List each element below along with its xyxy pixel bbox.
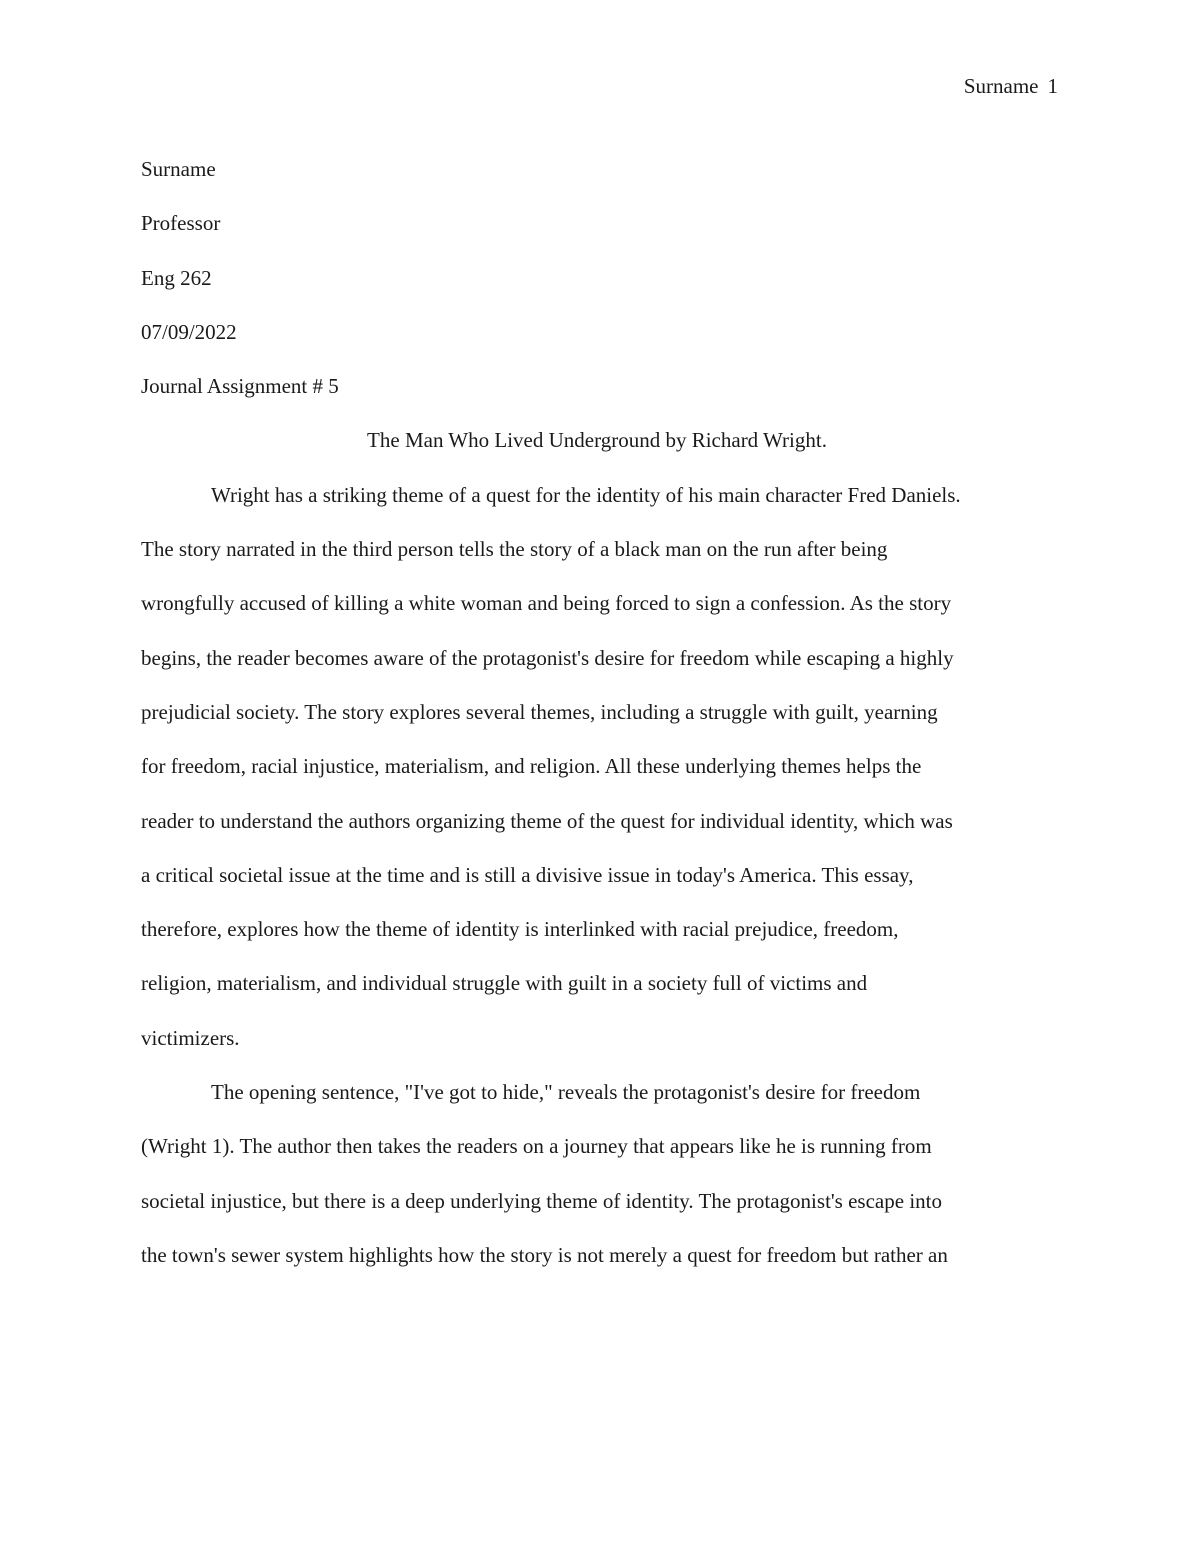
paragraph-line: for freedom, racial injustice, materialism, and religion. All these underlying themes helps the — [141, 754, 922, 779]
running-head — [964, 72, 1058, 100]
paragraph-line: Wright has a striking theme of a quest for the identity of his main character Fred Daniels. — [211, 482, 961, 507]
paragraph-1 — [141, 468, 1053, 1065]
page-number: 1 — [1047, 74, 1058, 98]
paragraph-line: the town's sewer system highlights how the story is not merely a quest for freedom but rather an — [141, 1242, 948, 1267]
paragraph-line: reader to understand the authors organizing theme of the quest for individual identity, which was — [141, 808, 953, 833]
paragraph-line: begins, the reader becomes aware of the protagonist's desire for freedom while escaping a highly — [141, 645, 954, 670]
assignment-label: Journal Assignment # 5 — [141, 374, 339, 399]
running-head-surname: Surname — [963, 74, 1039, 98]
paragraph-line: societal injustice, but there is a deep underlying theme of identity. The protagonist's escape into — [141, 1188, 942, 1213]
essay-title: The Man Who Lived Underground by Richard Wright. — [367, 428, 827, 453]
paragraph-line: therefore, explores how the theme of identity is interlinked with racial prejudice, freedom, — [141, 917, 899, 942]
professor-name: Professor — [141, 211, 221, 236]
paragraph-line: The opening sentence, "I've got to hide," reveals the protagonist's desire for freedom — [211, 1080, 921, 1105]
paragraph-line: The story narrated in the third person tells the story of a black man on the run after being — [141, 537, 888, 562]
paragraph-line: prejudicial society. The story explores several themes, including a struggle with guilt, yearning — [141, 699, 938, 724]
paragraph-line: (Wright 1). The author then takes the readers on a journey that appears like he is running from — [141, 1134, 932, 1159]
student-name: Surname — [141, 157, 216, 181]
paragraph-line: religion, materialism, and individual struggle with guilt in a society full of victims and — [141, 971, 868, 996]
course-name: Eng 262 — [141, 265, 212, 290]
paragraph-2 — [141, 1065, 1053, 1282]
paragraph-line: wrongfully accused of killing a white woman and being forced to sign a confession. As the story — [141, 591, 952, 616]
date: 07/09/2022 — [141, 319, 237, 344]
document-body — [141, 142, 1053, 1282]
paragraph-line: victimizers. — [141, 1025, 240, 1050]
paragraph-line: a critical societal issue at the time and is still a divisive issue in today's America. This essay, — [141, 862, 914, 887]
